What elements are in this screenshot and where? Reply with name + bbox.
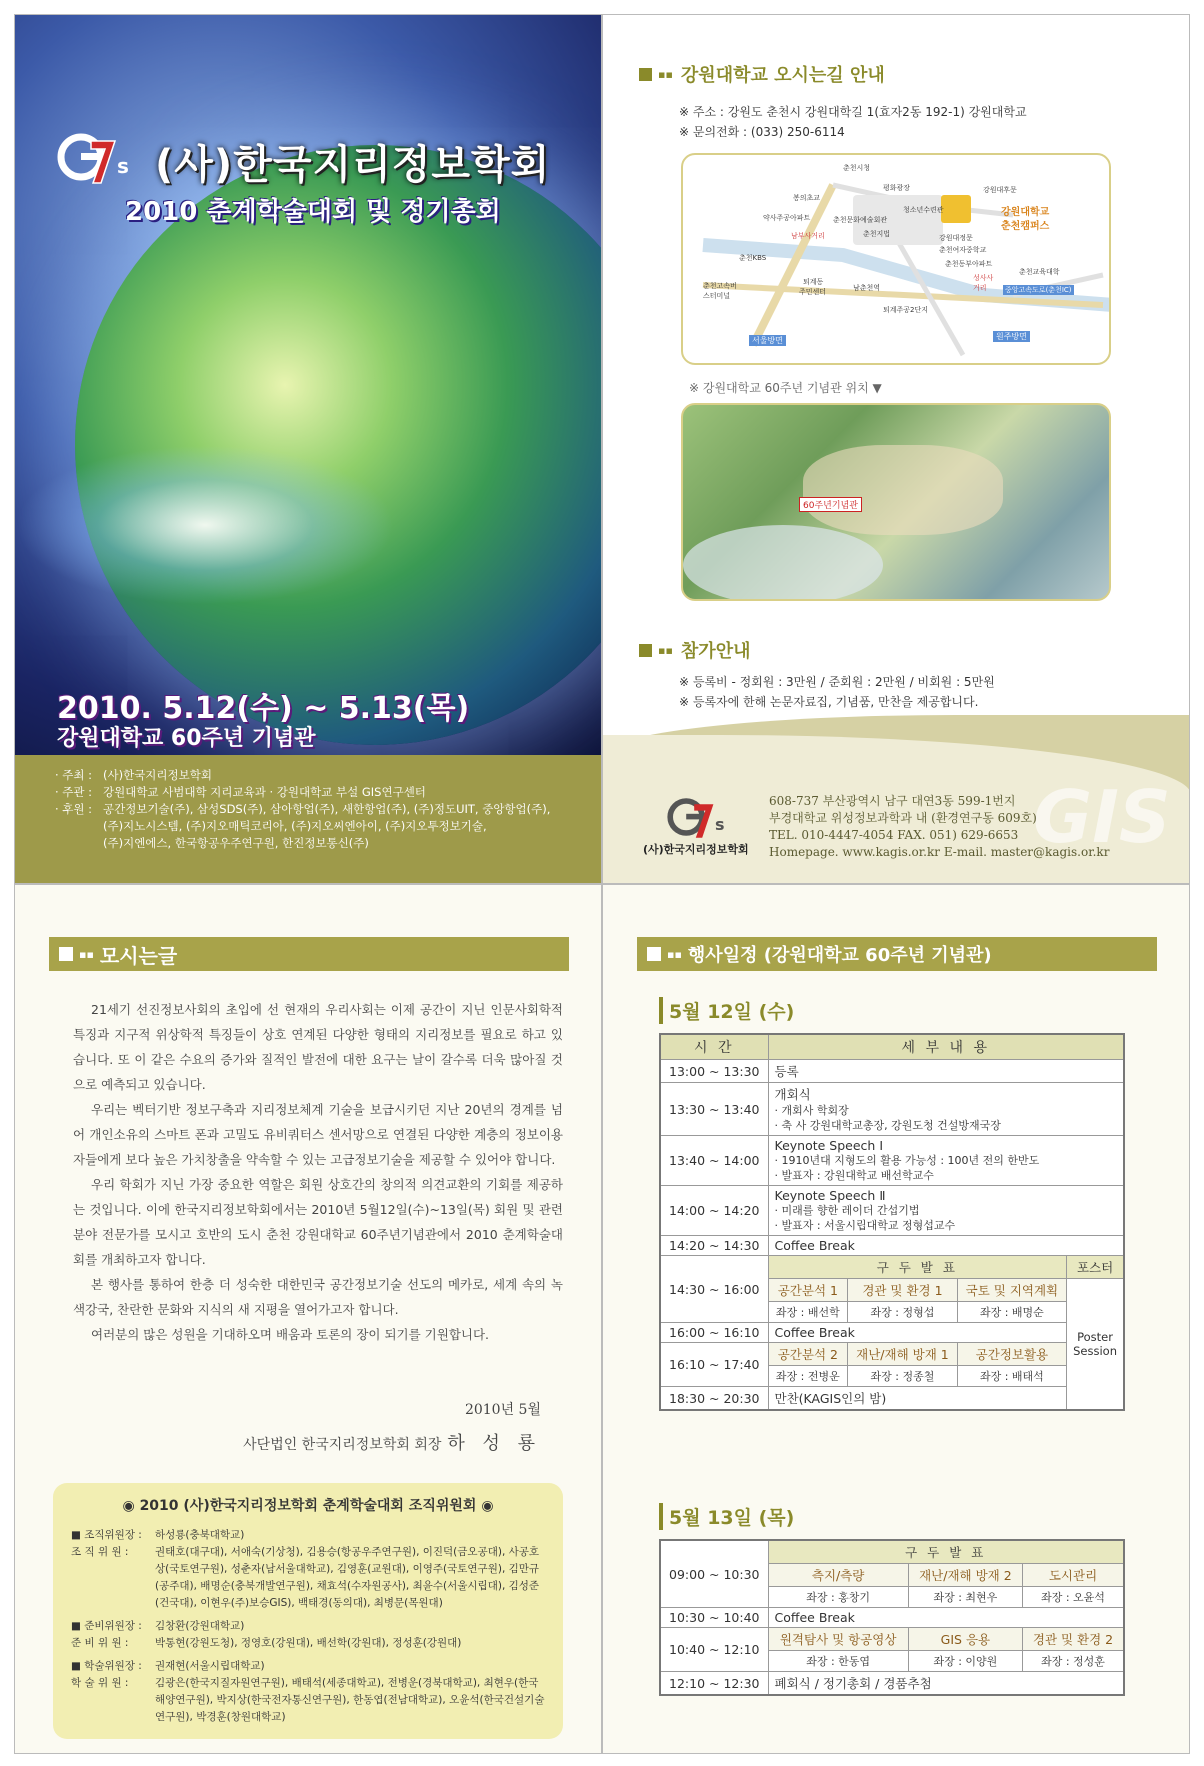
detail-cell bbox=[768, 1186, 1124, 1236]
committee-names: 박통현(강원도청), 정영호(강원대), 배선학(강원대), 정성훈(강원대) bbox=[155, 1637, 462, 1649]
table-row bbox=[660, 1236, 1124, 1256]
detail-cell bbox=[768, 1136, 1124, 1186]
detail-cell: Coffee Break bbox=[768, 1608, 1124, 1628]
participation-heading bbox=[639, 637, 750, 663]
directions-page bbox=[602, 14, 1190, 884]
chair-cell: 좌장 : 정형섭 bbox=[848, 1302, 957, 1323]
committee-role: ■ 준비위원장 : bbox=[71, 1620, 142, 1632]
cover-title: (사)한국지리정보학회 bbox=[155, 142, 551, 188]
map-label: 주민센터 bbox=[799, 288, 827, 296]
chair-cell: 좌장 : 한동엽 bbox=[768, 1651, 908, 1672]
committee-box bbox=[53, 1483, 563, 1739]
day2-title: 5월 13일 (목) bbox=[659, 1503, 794, 1530]
location-map bbox=[681, 153, 1111, 365]
footer-text: (사)한국지리정보학회 bbox=[103, 768, 212, 782]
detail-title: Keynote Speech Ⅱ bbox=[774, 1188, 886, 1203]
table-row bbox=[660, 1608, 1124, 1628]
committee-role: 준 비 위 원 : bbox=[71, 1637, 129, 1649]
detail-sub: · 발표자 : 강원대학교 배선학교수 bbox=[774, 1169, 934, 1182]
map-label-campus: 강원대학교 bbox=[1001, 207, 1050, 218]
dot-bullet-icon: ▪▪ bbox=[79, 947, 94, 961]
square-bullet-icon bbox=[647, 947, 661, 961]
map-label-campus: 춘천캠퍼스 bbox=[1001, 221, 1050, 232]
detail-cell: Coffee Break bbox=[768, 1236, 1124, 1256]
committee-row bbox=[71, 1658, 545, 1675]
signer-title: 사단법인 한국지리정보학회 회장 bbox=[243, 1437, 442, 1453]
campus-aerial-map bbox=[681, 403, 1111, 601]
session-cell: 경관 및 환경 1 bbox=[848, 1279, 957, 1302]
map-label: 춘천지법 bbox=[863, 230, 891, 238]
river-area bbox=[683, 525, 883, 601]
detail-sub: · 개회사 학회장 bbox=[774, 1104, 849, 1117]
committee-names: 권태호(대구대), 서애숙(기상청), 김용승(항공우주연구원), 이진덕(금오공대), 사공호상(국토연구원), 성춘자(남서울대학교), 김영훈(교원대), 이영주(국토연구원), 김만규(공주대), 배명순(충북개발연구원), 채효석(수자원공사), 최윤수(서울시립대), 김성준(건국대), 이현우(주)보승GIS), 백태경(동의대), 최병문(목원대) bbox=[155, 1546, 540, 1609]
chair-cell: 좌장 : 전병운 bbox=[768, 1366, 848, 1387]
session-cell: 측지/측량 bbox=[768, 1564, 908, 1587]
col-detail-header: 세 부 내 용 bbox=[768, 1034, 1124, 1060]
session-cell: 공간분석 2 bbox=[768, 1343, 848, 1366]
committee-names: 김창환(강원대학교) bbox=[155, 1620, 245, 1632]
table-row bbox=[660, 1136, 1124, 1186]
sponsor-footer bbox=[15, 755, 602, 884]
map-label: 퇴계동 bbox=[803, 278, 824, 286]
detail-sub: · 축 사 강원대학교총장, 강원도청 건설방재국장 bbox=[774, 1119, 1001, 1132]
chair-cell: 좌장 : 홍창기 bbox=[768, 1587, 908, 1608]
committee-role: ■ 조직위원장 : bbox=[71, 1529, 142, 1541]
footer-row bbox=[55, 767, 563, 784]
table-row bbox=[660, 1343, 1124, 1366]
org-name: (사)한국지리정보학회 bbox=[643, 843, 749, 856]
footer-text: (주)지엔에스, 한국항공우주연구원, 한진정보통신(주) bbox=[103, 836, 369, 850]
invitation-page bbox=[14, 884, 602, 1754]
session-cell: 재난/재해 방재 1 bbox=[848, 1343, 957, 1366]
light-glow bbox=[15, 445, 395, 605]
chair-cell: 좌장 : 배태석 bbox=[957, 1366, 1066, 1387]
map-label: 남부사거리 bbox=[791, 232, 825, 240]
watermark-logo: GIS bbox=[1033, 775, 1171, 859]
directions-heading bbox=[639, 61, 885, 87]
detail-sub: · 미래를 향한 레이더 간섭기법 bbox=[774, 1204, 920, 1217]
table-row bbox=[660, 1387, 1124, 1411]
oral-header: 구 두 발 표 bbox=[768, 1256, 1067, 1279]
letter-signature bbox=[243, 1429, 541, 1455]
committee-names: 권재현(서울시립대학교) bbox=[155, 1660, 265, 1672]
schedule-page bbox=[602, 884, 1190, 1754]
time-cell: 13:30 ~ 13:40 bbox=[660, 1083, 768, 1136]
dot-bullet-icon: ▪▪ bbox=[667, 947, 682, 961]
cover-subtitle: 2010 춘계학술대회 및 정기총회 bbox=[125, 197, 501, 227]
committee-role: 조 직 위 원 : bbox=[71, 1546, 129, 1558]
schedule-heading bbox=[637, 937, 1157, 971]
time-cell: 13:40 ~ 14:00 bbox=[660, 1136, 768, 1186]
map-label: 봉의초교 bbox=[793, 194, 821, 202]
detail-title: Keynote Speech Ⅰ bbox=[774, 1138, 884, 1153]
map-label-highway: 중앙고속도로(춘천IC) bbox=[1005, 286, 1072, 294]
campus-buildings-area bbox=[803, 445, 1003, 535]
map-label: 약사주공아파트 bbox=[763, 214, 811, 222]
map-label-direction: 원주방면 bbox=[993, 331, 1030, 342]
contact-line: TEL. 010-4447-4054 FAX. 051) 629-6653 bbox=[769, 828, 1019, 842]
chair-cell: 좌장 : 배선학 bbox=[768, 1302, 848, 1323]
session-cell: 재난/재해 방재 2 bbox=[908, 1564, 1022, 1587]
time-cell: 10:30 ~ 10:40 bbox=[660, 1608, 768, 1628]
time-cell: 16:00 ~ 16:10 bbox=[660, 1323, 768, 1343]
footer-label: · 주관 : bbox=[55, 785, 93, 799]
campus-caption: ※ 강원대학교 60주년 기념관 위치 ▼ bbox=[689, 381, 882, 395]
map-label: 강원대정문 bbox=[939, 234, 973, 242]
ring-bullet-icon: ◉ bbox=[481, 1498, 494, 1514]
address-line: ※ 주소 : 강원도 춘천시 강원대학길 1(효자2동 192-1) 강원대학교 bbox=[679, 105, 1027, 119]
letter-date: 2010년 5월 bbox=[464, 1402, 541, 1418]
time-cell: 14:20 ~ 14:30 bbox=[660, 1236, 768, 1256]
event-venue: 강원대학교 60주년 기념관 bbox=[57, 726, 316, 751]
chair-cell: 좌장 : 정성훈 bbox=[1023, 1651, 1124, 1672]
footer-label bbox=[55, 818, 103, 835]
map-label: 퇴계주공2단지 bbox=[883, 306, 929, 314]
committee-title bbox=[71, 1495, 545, 1515]
footer-label: · 후원 : bbox=[55, 802, 93, 816]
session-cell: 원격탐사 및 항공영상 bbox=[768, 1628, 908, 1651]
committee-row bbox=[71, 1618, 545, 1635]
table-row bbox=[660, 1540, 1124, 1564]
signer-name: 하 성 룡 bbox=[447, 1433, 541, 1454]
committee-group-academic bbox=[71, 1658, 545, 1726]
map-label: 평화광장 bbox=[883, 184, 911, 192]
time-cell: 12:10 ~ 12:30 bbox=[660, 1672, 768, 1696]
table-row bbox=[660, 1256, 1124, 1279]
gis-logo-icon bbox=[663, 793, 735, 841]
letter-paragraph: 우리는 벡터기반 정보구축과 지리정보체계 기술을 보급시키던 지난 20년의 경계를 넘어 개인소유의 스마트 폰과 고밀도 유비쿼터스 센서망으로 연결된 다양한 계층의 정보이용자들에게 보다 높은 가치창출을 약속할 수 있는 고급정보기술을 제공할 수 있어야 합니다. bbox=[73, 1102, 563, 1167]
committee-row bbox=[71, 1527, 545, 1544]
committee-title-text: 2010 (사)한국지리정보학회 춘계학술대회 조직위원회 bbox=[139, 1498, 477, 1514]
contact-line: 608-737 부산광역시 남구 대연3동 599-1번지 bbox=[769, 794, 1016, 808]
detail-cell: 만찬(KAGIS인의 밤) bbox=[768, 1387, 1067, 1411]
map-label: 춘천교육대학 bbox=[1019, 268, 1060, 276]
footer-label bbox=[55, 835, 103, 852]
map-label: 춘천동부아파트 bbox=[945, 260, 993, 268]
chair-cell: 좌장 : 최현우 bbox=[908, 1587, 1022, 1608]
detail-cell: Coffee Break bbox=[768, 1323, 1067, 1343]
footer-label: · 주최 : bbox=[55, 768, 93, 782]
footer-text: 공간정보기술(주), 삼성SDS(주), 삼아항업(주), 새한항업(주), (주)정도UIT, 중앙항업(주), bbox=[103, 802, 551, 816]
event-date: 2010. 5.12(수) ~ 5.13(목) bbox=[57, 691, 470, 726]
day1-schedule-table bbox=[659, 1033, 1125, 1411]
footer-row bbox=[55, 835, 563, 852]
table-header-row bbox=[660, 1034, 1124, 1060]
table-row bbox=[660, 1186, 1124, 1236]
letter-paragraph: 21세기 선진정보사회의 초입에 선 현재의 우리사회는 이제 공간이 지닌 인문사회학적 특징과 지구적 위상학적 특징들이 상호 연계된 다양한 형태의 지리정보를 필요로 하고 있습니다. 또 이 같은 수요의 증가와 질적인 발전에 대한 요구는 날이 갈수록 더욱 많아질 것으로 예측되고 있습니다. bbox=[73, 1002, 563, 1092]
map-label: 강원대후문 bbox=[983, 186, 1017, 194]
col-time-header: 시 간 bbox=[660, 1034, 768, 1060]
session-cell: 공간정보활용 bbox=[957, 1343, 1066, 1366]
session-cell: 도시관리 bbox=[1023, 1564, 1124, 1587]
map-label: 남춘천역 bbox=[853, 284, 881, 292]
session-cell: 국토 및 지역계획 bbox=[957, 1279, 1066, 1302]
table-row bbox=[660, 1628, 1124, 1651]
square-bullet-icon bbox=[639, 68, 652, 81]
cover-artwork bbox=[15, 15, 602, 755]
svg-text:s: s bbox=[715, 814, 725, 834]
table-row bbox=[660, 1060, 1124, 1083]
detail-title: 개회식 bbox=[774, 1087, 811, 1102]
session-cell: GIS 응용 bbox=[908, 1628, 1022, 1651]
table-row bbox=[660, 1672, 1124, 1696]
schedule-heading-text: 행사일정 (강원대학교 60주년 기념관) bbox=[687, 945, 992, 966]
map-label: 성사사거리 bbox=[973, 274, 994, 292]
detail-cell: 등록 bbox=[768, 1060, 1124, 1083]
invitation-heading bbox=[49, 937, 569, 971]
day2-schedule-table bbox=[659, 1539, 1125, 1696]
map-label: 춘천여자중학교 bbox=[939, 246, 987, 254]
letter-paragraph: 우리 학회가 지닌 가장 중요한 역할은 회원 상호간의 창의적 의견교환의 기회를 제공하는 것입니다. 이에 한국지리정보학회에서는 2010년 5월12일(수)~13일(목) 회원 및 관련분야 전문가를 모시고 호반의 도시 춘천 강원대학교 60주년기념관에서 2010 춘계학술대회를 개최하고자 합니다. bbox=[73, 1177, 563, 1267]
chair-cell: 좌장 : 정종철 bbox=[848, 1366, 957, 1387]
phone-line: ※ 문의전화 : (033) 250-6114 bbox=[679, 125, 845, 139]
square-bullet-icon bbox=[639, 644, 652, 657]
gis-logo-icon bbox=[57, 127, 137, 187]
time-cell: 13:00 ~ 13:30 bbox=[660, 1060, 768, 1083]
detail-sub: · 1910년대 지형도의 활용 가능성 : 100년 전의 한반도 bbox=[774, 1154, 1040, 1167]
time-cell: 18:30 ~ 20:30 bbox=[660, 1387, 768, 1411]
letter-paragraph: 본 행사를 통하여 한층 더 성숙한 대한민국 공간정보기술 선도의 메카로, 세계 속의 녹색강국, 찬란한 문화와 지식의 새 지평을 열어가고자 합니다. bbox=[73, 1277, 563, 1317]
map-label: 춘천문화예술회관 bbox=[833, 216, 888, 224]
day1-title: 5월 12일 (수) bbox=[659, 997, 794, 1024]
contact-address bbox=[769, 793, 1109, 861]
invitation-letter bbox=[73, 997, 563, 1347]
committee-row bbox=[71, 1544, 545, 1612]
committee-row bbox=[71, 1675, 545, 1726]
detail-cell bbox=[768, 1083, 1124, 1136]
letter-paragraph: 여러분의 많은 성원을 기대하오며 배움과 토론의 장이 되기를 기원합니다. bbox=[91, 1327, 490, 1342]
footer-row bbox=[55, 784, 563, 801]
poster-header: 포스터 bbox=[1067, 1256, 1124, 1279]
oral-header: 구 두 발 표 bbox=[768, 1540, 1124, 1564]
committee-group-preparation bbox=[71, 1618, 545, 1652]
map-label: 춘천KBS bbox=[739, 254, 767, 262]
dot-bullet-icon: ▪▪ bbox=[658, 67, 673, 81]
directions-heading-text: 강원대학교 오시는길 안내 bbox=[680, 65, 885, 86]
cover-page bbox=[14, 14, 602, 884]
square-bullet-icon bbox=[59, 947, 73, 961]
fee-line: ※ 등록비 - 정회원 : 3만원 / 준회원 : 2만원 / 비회원 : 5만원 bbox=[679, 675, 995, 689]
dot-bullet-icon: ▪▪ bbox=[658, 643, 673, 657]
committee-names: 김광은(한국지질자원연구원), 배태석(세종대학교), 전병운(경북대학교), 최현우(한국해양연구원), 박지상(한국전자통신연구원), 한동엽(전남대학교), 오윤석(한국건설기술연구원), 박경훈(창원대학교) bbox=[155, 1677, 545, 1723]
committee-row bbox=[71, 1635, 545, 1652]
benefit-line: ※ 등록자에 한해 논문자료집, 기념품, 만찬을 제공합니다. bbox=[679, 695, 979, 709]
map-label-direction: 서울방면 bbox=[749, 335, 786, 346]
map-label: 춘천시청 bbox=[843, 164, 871, 172]
committee-group-organizing bbox=[71, 1527, 545, 1612]
invitation-heading-text: 모시는글 bbox=[99, 943, 178, 968]
footer-text: 강원대학교 사범대학 지리교육과 · 강원대학교 부설 GIS연구센터 bbox=[103, 785, 426, 799]
detail-sub: · 발표자 : 서울시립대학교 정형섭교수 bbox=[774, 1219, 956, 1232]
committee-names: 하성룡(충북대학교) bbox=[155, 1529, 245, 1541]
footer-row bbox=[55, 801, 563, 818]
svg-text:s: s bbox=[117, 154, 129, 178]
detail-cell: 폐회식 / 정기총회 / 경품추첨 bbox=[768, 1672, 1124, 1696]
map-label: 청소년수련관 bbox=[903, 206, 944, 214]
time-cell: 16:10 ~ 17:40 bbox=[660, 1343, 768, 1387]
footer-row bbox=[55, 818, 563, 835]
time-cell: 10:40 ~ 12:10 bbox=[660, 1628, 768, 1672]
memorial-hall-label: 60주년기념관 bbox=[799, 497, 862, 512]
session-cell: 공간분석 1 bbox=[768, 1279, 848, 1302]
time-cell: 14:30 ~ 16:00 bbox=[660, 1256, 768, 1323]
committee-role: ■ 학술위원장 : bbox=[71, 1660, 142, 1672]
chair-cell: 좌장 : 이양원 bbox=[908, 1651, 1022, 1672]
poster-session-cell: Poster Session bbox=[1067, 1279, 1124, 1411]
chair-cell: 좌장 : 배명순 bbox=[957, 1302, 1066, 1323]
map-label: 춘천고속버스터미널 bbox=[703, 282, 737, 300]
time-cell: 14:00 ~ 14:20 bbox=[660, 1186, 768, 1236]
chair-cell: 좌장 : 오윤석 bbox=[1023, 1587, 1124, 1608]
time-cell: 09:00 ~ 10:30 bbox=[660, 1540, 768, 1608]
committee-role: 학 술 위 원 : bbox=[71, 1677, 129, 1689]
footer-text: (주)지노시스템, (주)지오매틱코리아, (주)지오씨엔아이, (주)지오투정보기술, bbox=[103, 819, 487, 833]
table-row bbox=[660, 1083, 1124, 1136]
contact-line: Homepage. www.kagis.or.kr E-mail. master@kagis.or.kr bbox=[769, 845, 1110, 859]
table-row bbox=[660, 1323, 1124, 1343]
ring-bullet-icon: ◉ bbox=[122, 1498, 135, 1514]
contact-line: 부경대학교 위성정보과학과 내 (환경연구동 609호) bbox=[769, 811, 1037, 825]
participation-heading-text: 참가안내 bbox=[680, 641, 751, 662]
session-cell: 경관 및 환경 2 bbox=[1023, 1628, 1124, 1651]
